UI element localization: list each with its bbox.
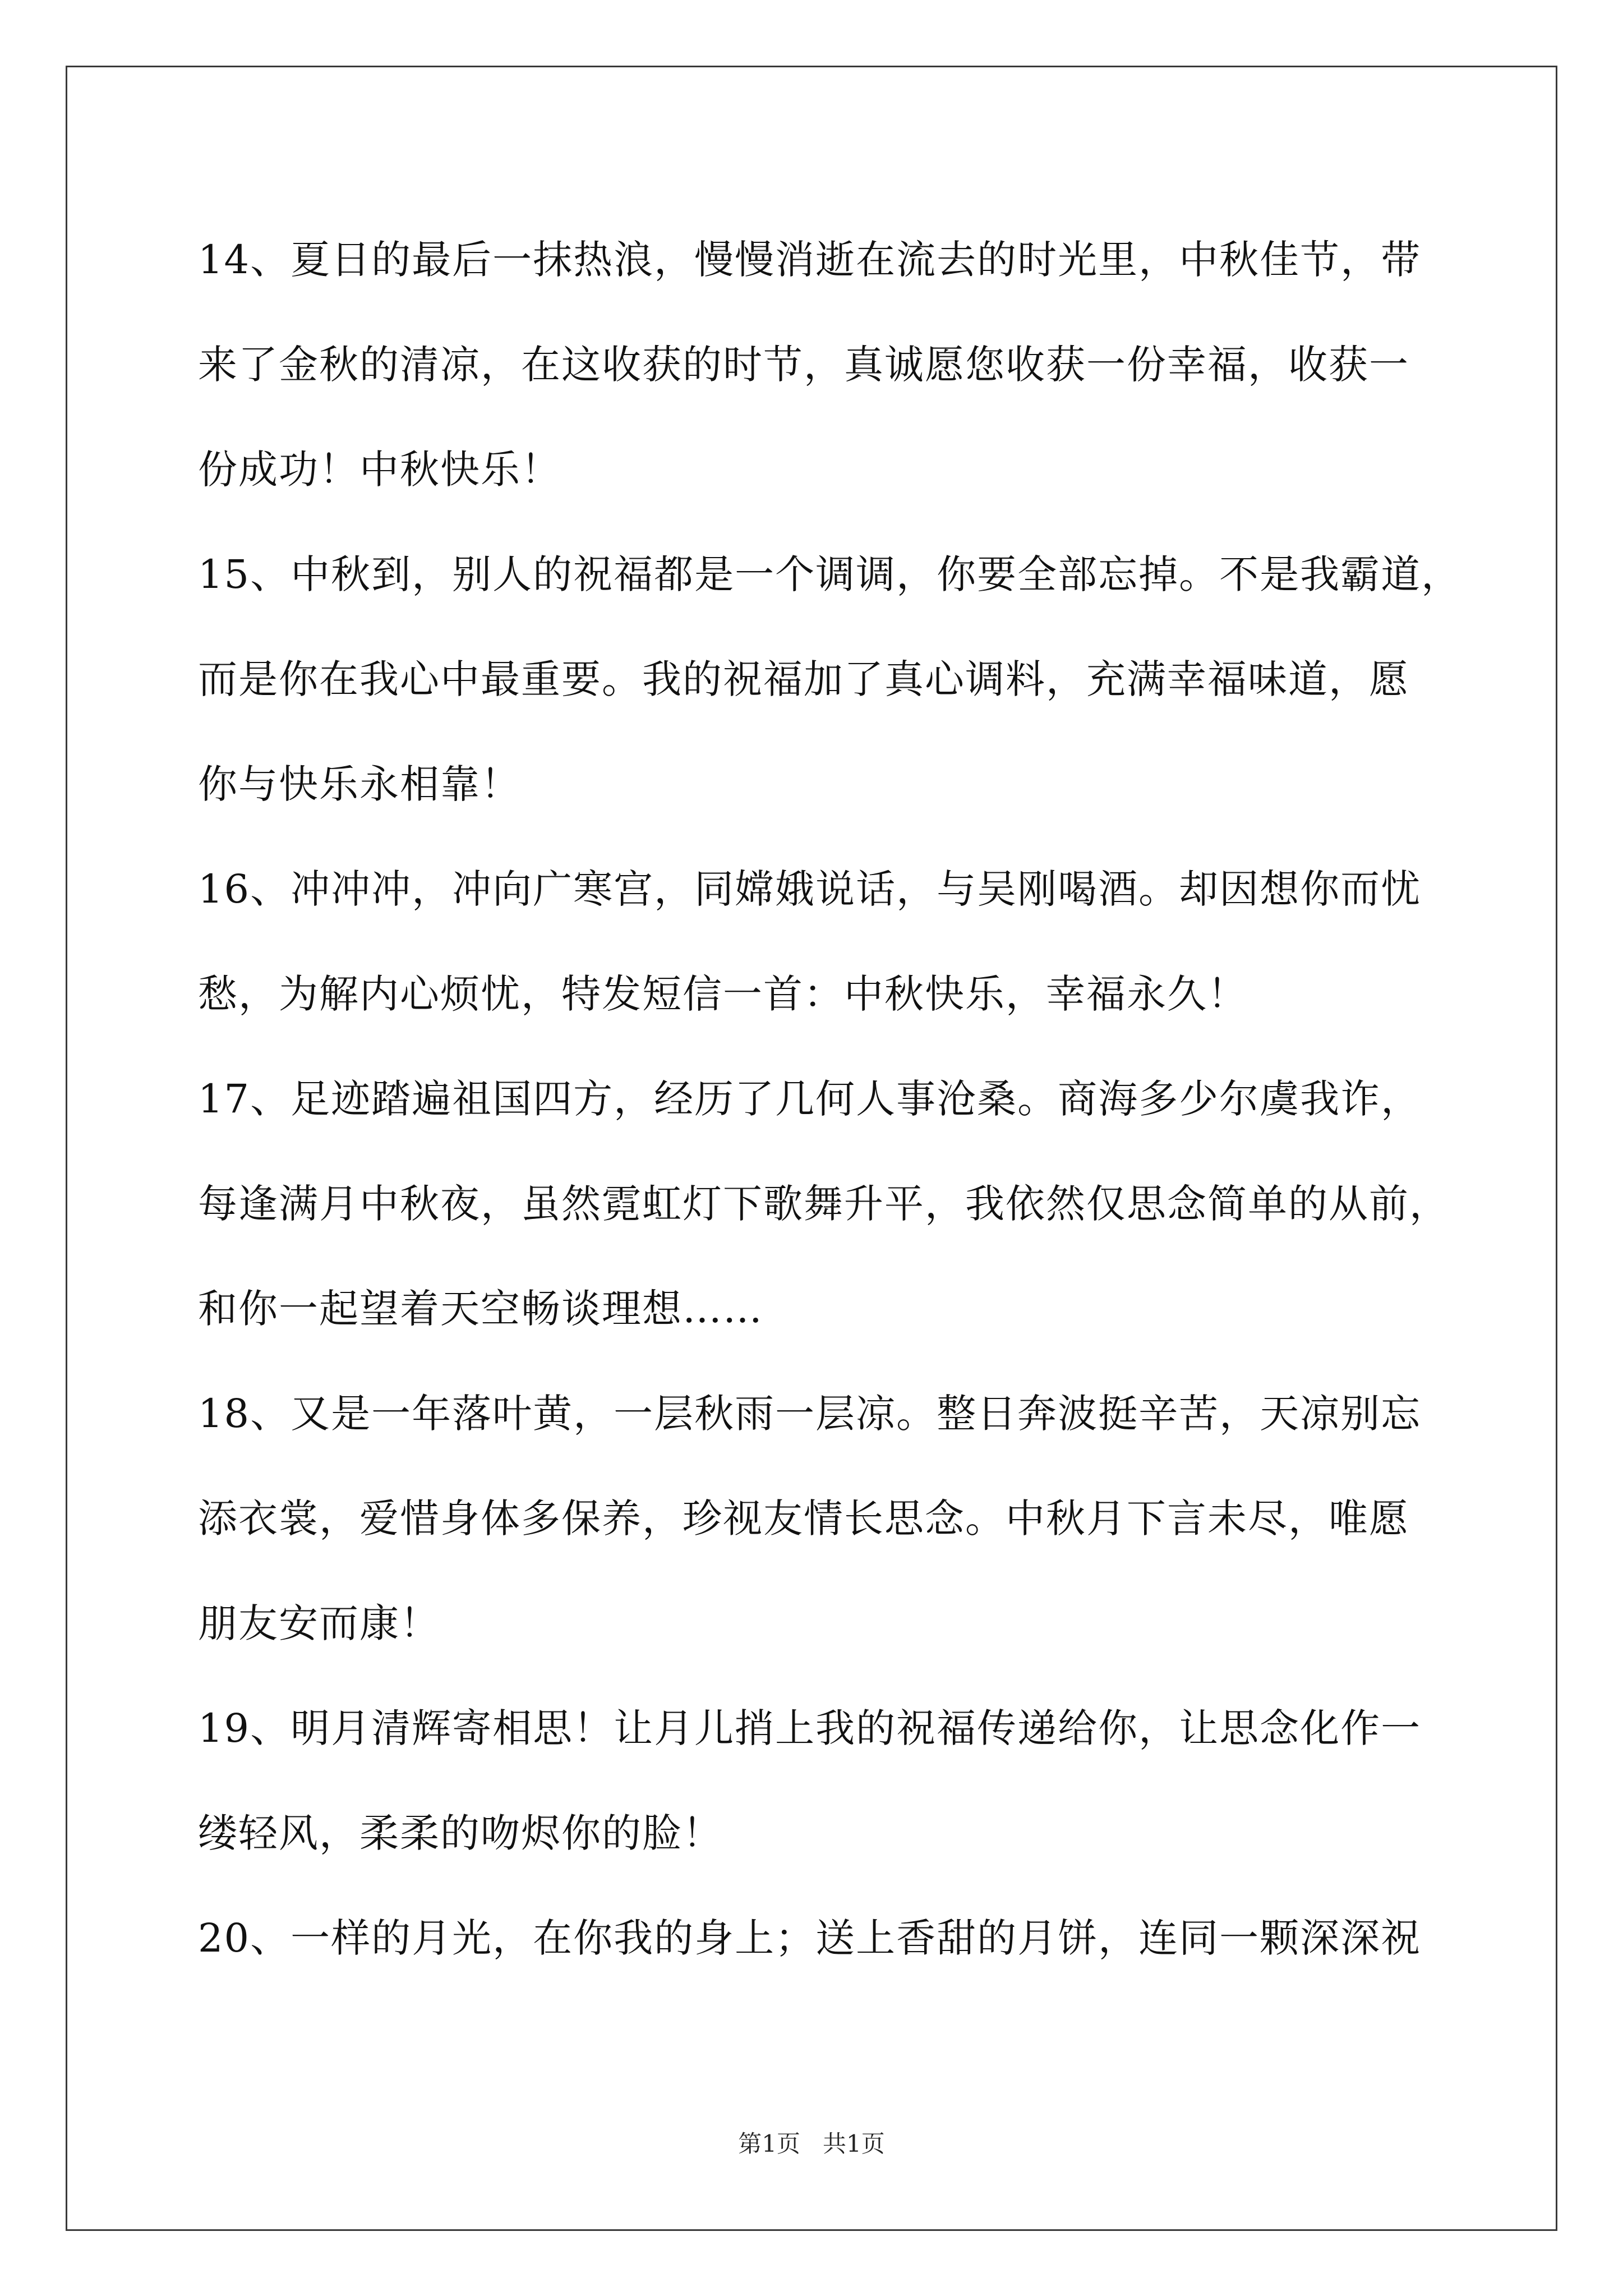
paragraph-18 — [198, 1361, 1432, 1676]
paragraph-15 — [198, 522, 1462, 837]
paragraph-14 — [198, 208, 1432, 522]
text-line: 18、又是一年落叶黄，一层秋雨一层凉。整日奔波挺辛苦，天凉别忘 — [198, 1391, 1422, 1437]
text-line: 20、一样的月光，在你我的身上；送上香甜的月饼，连同一颗深深祝 — [198, 1915, 1422, 1961]
text-line: 16、冲冲冲，冲向广寒宫，同嫦娥说话，与吴刚喝酒。却因想你而忧 — [198, 866, 1422, 912]
paragraph-16 — [198, 837, 1432, 1047]
text-line: 19、明月清辉寄相思！让月儿捎上我的祝福传递给你，让思念化作一 — [198, 1705, 1422, 1751]
text-line: 15、中秋到，别人的祝福都是一个调调，你要全部忘掉。不是我霸道， — [198, 551, 1462, 597]
text-line: 而是你在我心中最重要。我的祝福加了真心调料，充满幸福味道，愿 — [198, 656, 1409, 702]
text-line: 缕轻风，柔柔的吻烬你的脸！ — [198, 1810, 723, 1856]
page-footer — [0, 2127, 1623, 2161]
text-line: 份成功！中秋快乐！ — [198, 447, 561, 493]
paragraph-20 — [198, 1886, 1432, 1991]
text-line: 17、足迹踏遍祖国四方，经历了几何人事沧桑。商海多少尔虞我诈， — [198, 1076, 1422, 1122]
document-body — [198, 208, 1462, 1991]
text-line: 和你一起望着天空畅谈理想…… — [198, 1286, 763, 1332]
paragraph-17 — [198, 1047, 1450, 1361]
text-line: 每逢满月中秋夜，虽然霓虹灯下歌舞升平，我依然仅思念简单的从前， — [198, 1181, 1450, 1227]
text-line: 愁，为解内心烦忧，特发短信一首：中秋快乐，幸福永久！ — [198, 971, 1248, 1017]
text-line: 来了金秋的清凉，在这收获的时节，真诚愿您收获一份幸福，收获一 — [198, 342, 1409, 388]
text-line: 朋友安而康！ — [198, 1600, 440, 1646]
page-total: 共1页 — [823, 2130, 885, 2157]
page-number: 第1页 — [738, 2130, 800, 2157]
text-line: 添衣裳，爱惜身体多保养，珍视友情长思念。中秋月下言未尽，唯愿 — [198, 1496, 1409, 1542]
paragraph-19 — [198, 1676, 1432, 1886]
text-line: 14、夏日的最后一抹热浪，慢慢消逝在流去的时光里，中秋佳节，带 — [198, 237, 1422, 283]
text-line: 你与快乐永相靠！ — [198, 761, 521, 807]
